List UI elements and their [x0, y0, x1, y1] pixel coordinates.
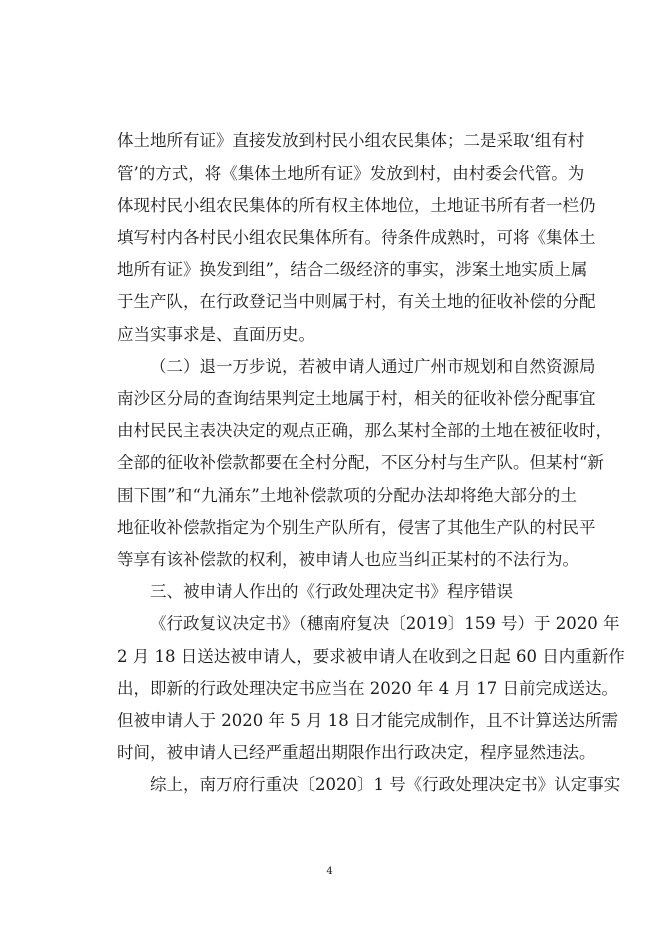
- text-line: 地征收补偿款指定为个别生产队所有，侵害了其他生产队的村民平: [117, 518, 596, 537]
- paragraph-first-line: （二）退一万步说，若被申请人通过广州市规划和自然资源局: [150, 357, 596, 376]
- text-line: 围下围”和“九涌东”土地补偿款项的分配办法却将绝大部分的土: [117, 486, 577, 505]
- text-line: 2 月 18 日送达被申请人，要求被申请人在收到之日起 60 日内重新作: [117, 647, 625, 666]
- text-line: 但被申请人于 2020 年 5 月 18 日才能完成制作，且不计算送达所需: [117, 711, 618, 730]
- page-number: 4: [326, 866, 333, 877]
- text-line: 等享有该补偿款的权利，被申请人也应当纠正某村的不法行为。: [117, 550, 579, 569]
- text-line: 南沙区分局的查询结果判定土地属于村，相关的征收补偿分配事宜: [117, 389, 596, 408]
- text-line: 体现村民小组农民集体的所有权主体地位，土地证书所有者一栏仍: [117, 196, 596, 215]
- text-line: 体土地所有证》直接发放到村民小组农民集体；二是采取‘组有村: [117, 131, 585, 150]
- text-line: 管’的方式，将《集体土地所有证》发放到村，由村委会代管。为: [117, 164, 585, 183]
- text-line: 时间，被申请人已经严重超出期限作出行政决定，程序显然违法。: [117, 743, 596, 762]
- text-line: 填写村内各村民小组农民集体所有。待条件成熟时，可将《集体土: [117, 228, 596, 247]
- text-line: 于生产队，在行政登记当中则属于村，有关土地的征收补偿的分配: [117, 292, 596, 311]
- paragraph-first-line: 《行政复议决定书》（穗南府复决〔2019〕159 号）于 2020 年: [150, 614, 620, 633]
- text-line: 全部的征收补偿款都要在全村分配，不区分村与生产队。但某村“新: [117, 453, 604, 472]
- text-line: 由村民民主表决决定的观点正确，那么某村全部的土地在被征收时，: [117, 421, 612, 440]
- text-line: 出，即新的行政处理决定书应当在 2020 年 4 月 17 日前完成送达。: [117, 679, 618, 698]
- section-heading: 三、被申请人作出的《行政处理决定书》程序错误: [150, 582, 513, 601]
- text-line: 应当实事求是、直面历史。: [117, 325, 315, 344]
- text-line: 地所有证》换发到组”，结合二级经济的事实，涉案土地实质上属: [117, 260, 588, 279]
- paragraph-first-line: 综上，南万府行重决〔2020〕1 号《行政处理决定书》认定事实: [150, 775, 621, 794]
